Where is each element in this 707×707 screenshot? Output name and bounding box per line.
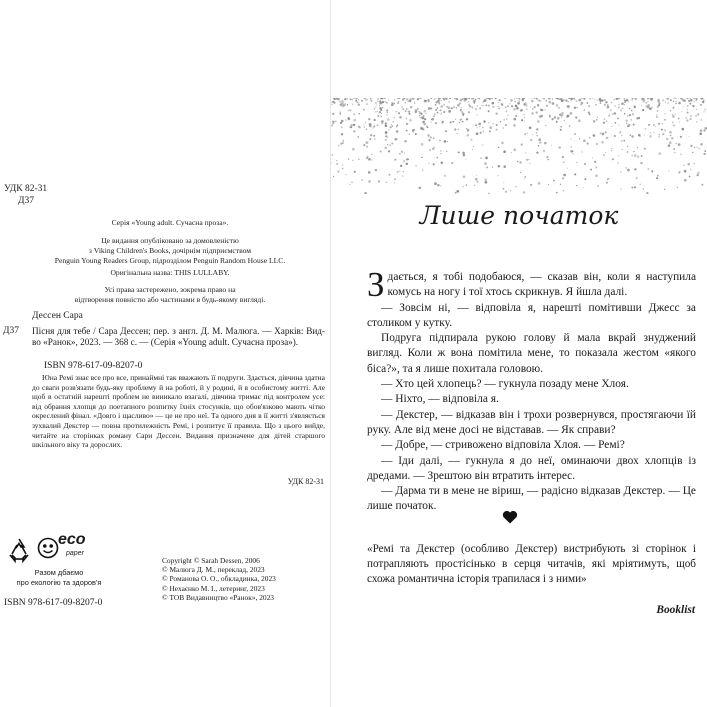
copyright-block (162, 556, 276, 602)
rights-note (20, 285, 320, 305)
copyright-line: © Романова О. О., обкладинка, 2023 (162, 574, 276, 584)
isbn-record: ISBN 978-617-09-8207-0 (44, 361, 143, 371)
chapter-page (331, 0, 707, 707)
paragraph: — Дарма ти в мене не віриш, — радісно відказав Декстер. — Це лише початок. (367, 485, 696, 513)
review-source: Booklist (656, 604, 695, 616)
dot-pattern-decoration (331, 98, 707, 194)
drop-cap: З (367, 265, 385, 304)
udk-code: УДК 82-31 (4, 184, 48, 194)
rights-line: Усі права застережено, зокрема право на (104, 285, 236, 294)
paragraph: — Зовсім ні, — відповіла я, нарешті помітивши Джесс за столиком у кутку. (367, 301, 696, 329)
copyright-line: © Малюга Д. М., переклад, 2023 (162, 565, 265, 575)
ecology-line: Разом дбаємо (34, 568, 84, 577)
publication-line: з Viking Children's Books, дочірнім підприємством (88, 246, 252, 255)
copyright-line: © ТОВ Видавництво «Ранок», 2023 (162, 592, 274, 602)
eco-face-icon (37, 537, 59, 559)
author-mark-bib: Д37 (3, 326, 19, 336)
paragraph (367, 265, 696, 304)
ecology-note (4, 568, 114, 587)
original-title: Оригінальна назва: THIS LULLABY. (110, 268, 230, 277)
publication-line: Це видання опубліковано за домовленістю (101, 236, 239, 245)
series-note: Серія «Young adult. Сучасна проза». (111, 218, 229, 227)
paragraph: — Хто цей хлопець? — гукнула позаду мене Хлоя. (381, 378, 629, 391)
paragraph-text: дається, я тобі подобаюся, — сказав він, коли я наступила комусь на ногу і тої хтось скрикнув. Я йшла далі. (387, 271, 696, 299)
publication-line: Penguin Young Readers Group, підрозділом Penguin Random House LLC. (54, 256, 286, 265)
recycle-icon (4, 535, 34, 565)
chapter-body (367, 265, 696, 515)
paragraph: — Декстер, — відказав він і трохи розвернувся, простягаючи їй руку. Але від мене досі не відставав. — Як справи? (367, 408, 696, 436)
rights-line: відтворення повністю або частинами в будь-якому вигляді. (74, 295, 266, 304)
bibliographic-record: Пісня для тебе / Сара Дессен; пер. з англ. Д. М. Малюга. — Харків: Вид-во «Ранок», 2023. — 368 с. — (Серія «Young adult. Сучасна проза»). (32, 326, 325, 348)
chapter-title: Лише початок (419, 201, 619, 230)
copyright-line: © Нехаєнко М. І., летеринг, 2023 (162, 583, 265, 593)
isbn-bottom: ISBN 978-617-09-8207-0 (4, 598, 103, 608)
publication-note (20, 236, 320, 266)
paragraph: — Добре, — стривожено відповіла Хлоя. — Ремі? (381, 439, 625, 452)
copyright-page (0, 0, 331, 707)
ecology-line: про екологію та здоров'я (16, 577, 102, 587)
annotation: Юна Ремі знає все про все, принаймні так вважають її подруги. Здається, дівчина здатна до сваги розв'язати будь-яку проблему й на роботі, й у родині, й в особистому житті. Але щоб в остатній нарешті проблем не виникало взагалі, дівчина тримає під контролем усе: від обрання хлопця до поетапного розпитку їхніх стосунків, що обов'язково мають чітко окреслений фінал. «Довго і щасливо» — це не про неї. Та одного дня в її житті з'являється зухвалий Декстер — повна протилежність Ремі, і розпитує її правила. Що з цього вийде, читайте на сторінках роману Сари Дессен. Видання призначене для дітей старшого шкільного віку та дорослих. (32, 373, 325, 450)
copyright-line: Copyright © Sarah Dessen, 2006 (162, 556, 260, 565)
paragraph: — Ніхто, — відповіла я. (381, 393, 499, 406)
eco-logo-word: eco (58, 531, 86, 548)
paragraph: Подруга підпирала рукою голову й мала вкрай знуджений вигляд. Коли ж вона помітила мене, то показала жестом «якого біса?», та я лише похитала головою. (367, 332, 696, 375)
heart-icon (502, 510, 518, 524)
udk-code-bottom: УДК 82-31 (287, 477, 324, 486)
review-quote: «Ремі та Декстер (особливо Декстер) вистрибують зі сторінок і потрапляють простісінько в серця читачів, які мріятимуть, щоб схожа романтична історія трапилася і з ними» (367, 543, 696, 586)
paragraph: — Іди далі, — гукнула я до неї, оминаючи двох хлопців із дредами. — Зрештою він втратить інтерес. (367, 454, 696, 482)
author-name: Дессен Сара (32, 311, 83, 321)
eco-logo-sub: paper (66, 550, 84, 557)
author-mark: Д37 (18, 196, 34, 206)
